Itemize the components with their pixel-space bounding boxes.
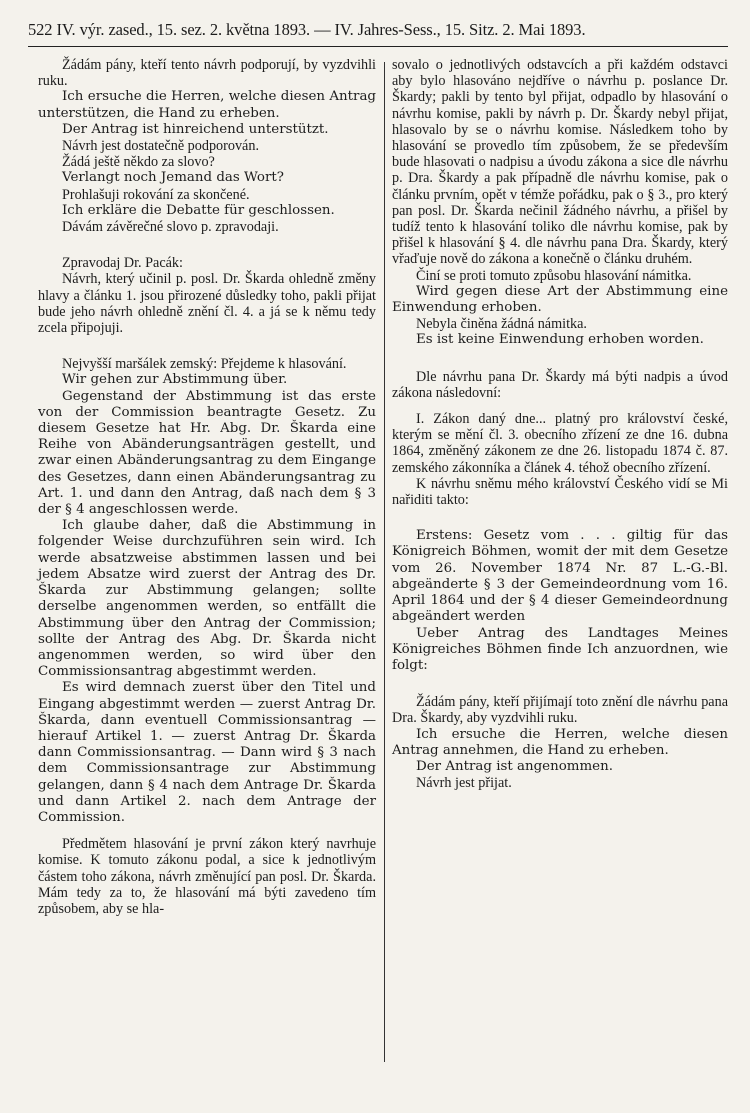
left-column-paragraph: Dávám závěrečné slovo p. zpravodaji. [62, 219, 279, 236]
right-column-paragraph: Wird gegen diese Art der Abstimmung eine Einwendung erhoben. [392, 283, 728, 316]
left-column-paragraph: Návrh jest dostatečně podporován. [62, 138, 259, 155]
page-header: 522 IV. výr. zased., 15. sez. 2. května 1893. — IV. Jahres-Sess., 15. Sitz. 2. Mai 1893. [28, 20, 586, 39]
right-column-paragraph: Žádám pány, kteří přijímají toto znění dle návrhu pana Dra. Škardy, aby vyzdvihli ruku. [392, 694, 728, 727]
left-column-paragraph: Ich ersuche die Herren, welche diesen Antrag unterstützen, die Hand zu erheben. [38, 89, 376, 121]
header-rule [28, 46, 728, 47]
left-column-paragraph: Es wird demnach zuerst über den Titel und Eingang abgestimmt werden — zuerst Antrag Dr. Škarda, dann eventuell Commissionsantrag — hierauf Artikel 1. — zuerst Antrag Dr. Škarda dann Commissionsantrag. — Dann wird § 3 nach dem Commissionsantrage zur Abstimmung gelangen, dann § 4 nach dem Antrage Dr. Škarda und dann Artikel 2. nach dem Antrage der Commission. [38, 680, 376, 825]
left-column-paragraph: Zpravodaj Dr. Pacák: [62, 255, 183, 272]
left-column-paragraph: Wir gehen zur Abstimmung über. [62, 372, 288, 388]
left-column-paragraph: Der Antrag ist hinreichend unterstützt. [62, 121, 329, 137]
right-column-paragraph: Der Antrag ist angenommen. [416, 758, 613, 774]
column-divider [384, 62, 385, 1062]
right-column-paragraph: Erstens: Gesetz vom . . . giltig für das Königreich Böhmen, womit der mit dem Gesetze vom 26. November 1874 Nr. 87 L.-G.-Bl. abgeänderte § 3 der Gemeindeordnung vom 16. April 1864 und der § 4 dieser Gemeindeordnung abgeändert werden [392, 528, 728, 625]
left-column [38, 57, 376, 917]
right-column-paragraph: Ueber Antrag des Landtages Meines Königreiches Böhmen finde Ich anzuordnen, wie folgt: [392, 625, 728, 673]
left-column-paragraph: Gegenstand der Abstimmung ist das erste von der Commission beantragte Gesetz. Zu diesem Gesetze hat Hr. Abg. Dr. Škarda eine Reihe von Abänderungsanträgen gestellt, und zwar einen Abänderungsantrag zu dem Eingange des Gesetzes, dann einen Abänderungsantrag zu Art. 1. und dann den Antrag, daß nach dem § 3 der § 4 angeschlossen werde. [38, 388, 376, 518]
left-column-paragraph: Prohlašuji rokování za skončené. [62, 186, 250, 203]
left-column-paragraph: Žádá ještě někdo za slovo? [62, 154, 215, 171]
left-column-paragraph: Návrh, který učinil p. posl. Dr. Škarda ohledně změny hlavy a článku 1. jsou přirozené důsledky toho, pakli přijat bude jeho návrh ohledně znění čl. 4. a já se k němu tedy zcela připojuji. [38, 271, 376, 337]
left-column-paragraph: Verlangt noch Jemand das Wort? [62, 170, 284, 186]
right-column-paragraph: Nebyla činěna žádná námitka. [416, 316, 587, 333]
right-column-paragraph: Ich ersuche die Herren, welche diesen Antrag annehmen, die Hand zu erheben. [392, 726, 728, 758]
right-column-paragraph: sovalo o jednotlivých odstavcích a při každém odstavci aby bylo hlasováno nejdříve o návrhu p. poslance Dr. Škardy; pakli by tento byl přijat, odpadlo by hlasování o návrhu komise, pakli by návrh p. Dr. Škardy nebyl přijat, hlasovalo by se o návrhu komise. Následkem toho by hlasování se provedlo tím způsobem, že se především bude hlasovati o nadpisu a úvodu zákona a sice dle návrhu p. Dra. Škardy a pak případně dle návrhu komise, pak o článku prvním, opět v témže pořádku, pak o § 3., pro který pan posl. Dr. Škarda nečinil žádného návrhu, a přišel by tudíž tento k hlasování toliko dle návrhu komise, pak by přišel k hlasování § 4. dle návrhu pana Dra. Škardy, který vřaďuje nově do zákona a konečně o článku druhém. [392, 57, 728, 268]
left-column-paragraph: Ich erkläre die Debatte für geschlossen. [62, 202, 335, 218]
right-column-paragraph: K návrhu sněmu mého království Českého vidí se Mi nařiditi takto: [392, 475, 728, 509]
right-column [392, 57, 728, 791]
left-column-paragraph: Ich glaube daher, daß die Abstimmung in folgender Weise durchzuführen sein wird. Ich werde absatzweise abstimmen lassen und bei jedem Absatze wird zuerst der Antrag des Dr. Škarda zur Abstimmung gelangen; sollte derselbe angenommen werden, so entfällt die Abstimmung über den Antrag der Commission; sollte der Antrag des Abg. Dr. Škarda nicht angenommen werden, so wird über den Commissionsantrag abgestimmt werden. [38, 518, 376, 680]
left-column-paragraph: Předmětem hlasování je první zákon který navrhuje komise. K tomuto zákonu podal, a sice k jednotlivým částem toho zákona, návrh změnující pan posl. Dr. Škarda. Mám tedy za to, že hlasování má býti zavedeno tím způsobem, aby se hla- [38, 836, 376, 917]
left-column-paragraph: Nejvyšší maršálek zemský: Přejdeme k hlasování. [62, 356, 347, 373]
right-column-paragraph: Činí se proti tomuto způsobu hlasování námitka. [416, 267, 692, 284]
right-column-paragraph: I. Zákon daný dne... platný pro království české, kterým se mění čl. 3. obecního zřízení ze dne 16. dubna 1864, změněný zákonem ze dne 26. listopadu 1874 č. 87. zemského zákonníka a článek 4. téhož obecního zřízení. [392, 411, 728, 476]
right-column-paragraph: Návrh jest přijat. [416, 775, 512, 792]
left-column-paragraph: Žádám pány, kteří tento návrh podporují, by vyzdvihli ruku. [38, 57, 376, 90]
right-column-paragraph: Dle návrhu pana Dr. Škardy má býti nadpis a úvod zákona následovní: [392, 368, 728, 401]
right-column-paragraph: Es ist keine Einwendung erhoben worden. [416, 332, 704, 348]
